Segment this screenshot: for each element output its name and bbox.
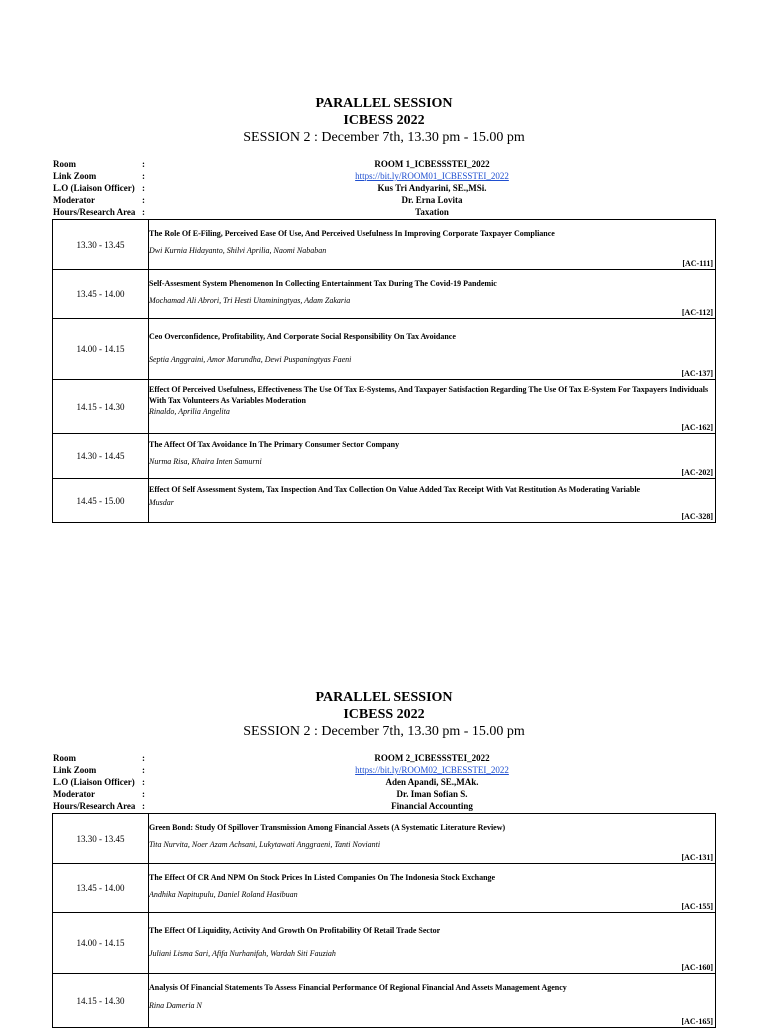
paper-authors: Andhika Napitupulu, Daniel Roland Hasibuan: [149, 890, 298, 899]
paper-cell: [149, 814, 716, 864]
info-colon: :: [142, 183, 145, 193]
paper-title: Effect Of Self Assessment System, Tax Inspection And Tax Collection On Value Added Tax Receipt With Vat Restitution As Moderating Variable: [149, 485, 641, 494]
schedule-table-1: [52, 219, 716, 523]
paper-code: [AC-328]: [681, 512, 713, 521]
info-colon: :: [142, 159, 145, 169]
paper-title: The Effect Of Liquidity, Activity And Growth On Profitability Of Retail Trade Sector: [149, 926, 441, 935]
paper-authors: Musdar: [149, 498, 174, 507]
paper-title: The Affect Of Tax Avoidance In The Primary Consumer Sector Company: [149, 440, 400, 449]
paper-code: [AC-160]: [681, 963, 713, 972]
info-label: L.O (Liaison Officer): [53, 777, 135, 787]
info-colon: :: [142, 171, 145, 181]
info-label: Hours/Research Area: [53, 207, 136, 217]
info-value: Taxation: [415, 207, 449, 217]
paper-title: Ceo Overconfidence, Profitability, And Corporate Social Responsibility On Tax Avoidance: [149, 332, 456, 341]
schedule-table-2: [52, 813, 716, 1028]
paper-title: Analysis Of Financial Statements To Assess Financial Performance Of Regional Financial And Assets Management Agency: [149, 983, 567, 992]
time-cell: 14.00 - 14.15: [53, 913, 149, 974]
time-cell: 13.30 - 13.45: [53, 814, 149, 864]
paper-code: [AC-137]: [681, 369, 713, 378]
table-row: [53, 270, 716, 319]
session-subtitle: SESSION 2 : December 7th, 13.30 pm - 15.00 pm: [243, 130, 525, 145]
info-value: Dr. Iman Sofian S.: [396, 789, 468, 799]
info-value: ROOM 2_ICBESSSTEI_2022: [374, 753, 490, 763]
session-title: PARALLEL SESSION: [315, 690, 453, 705]
paper-code: [AC-131]: [681, 853, 713, 862]
paper-authors: Nurma Risa, Khaira Inten Samurni: [149, 457, 262, 466]
time-cell: 14.00 - 14.15: [53, 319, 149, 380]
session-info: [0, 158, 768, 218]
info-row-room: [0, 752, 768, 764]
session-title: PARALLEL SESSION: [315, 96, 453, 111]
time-cell: 13.30 - 13.45: [53, 220, 149, 270]
paper-cell: [149, 380, 716, 434]
paper-cell: [149, 319, 716, 380]
session-header: [0, 96, 768, 146]
info-value: ROOM 1_ICBESSSTEI_2022: [374, 159, 490, 169]
zoom-link[interactable]: https://bit.ly/ROOM02_ICBESSTEI_2022: [355, 765, 509, 775]
info-label: Moderator: [53, 195, 95, 205]
table-row: [53, 479, 716, 523]
paper-authors: Rina Dameria N: [149, 1001, 202, 1010]
paper-code: [AC-162]: [681, 423, 713, 432]
info-value: Dr. Erna Lovita: [401, 195, 463, 205]
paper-title: Self-Assesment System Phenomenon In Collecting Entertainment Tax During The Covid-19 Pandemic: [149, 279, 497, 288]
info-label: Link Zoom: [53, 765, 97, 775]
info-value: Aden Apandi, SE.,MAk.: [385, 777, 479, 787]
info-label: Moderator: [53, 789, 95, 799]
paper-code: [AC-202]: [681, 468, 713, 477]
paper-code: [AC-165]: [681, 1017, 713, 1026]
time-cell: 13.45 - 14.00: [53, 270, 149, 319]
paper-cell: [149, 270, 716, 319]
table-row: [53, 434, 716, 479]
info-value: Financial Accounting: [391, 801, 473, 811]
zoom-link[interactable]: https://bit.ly/ROOM01_ICBESSTEI_2022: [355, 171, 509, 181]
session-subtitle: SESSION 2 : December 7th, 13.30 pm - 15.00 pm: [243, 724, 525, 739]
paper-authors: Septia Anggraini, Amor Marundha, Dewi Puspaningtyas Faeni: [149, 355, 352, 364]
info-label: Room: [53, 159, 76, 169]
info-label: Room: [53, 753, 76, 763]
info-row-area: [0, 800, 768, 812]
paper-cell: [149, 479, 716, 523]
paper-code: [AC-155]: [681, 902, 713, 911]
time-cell: 14.30 - 14.45: [53, 434, 149, 479]
session-block-2: [0, 690, 768, 812]
info-row-room: [0, 158, 768, 170]
time-cell: 14.15 - 14.30: [53, 974, 149, 1028]
paper-authors: Juliani Lisma Sari, Afifa Nurhanifah, Wardah Siti Fauziah: [149, 949, 336, 958]
info-row-link: [0, 170, 768, 182]
paper-authors: Dwi Kurnia Hidayanto, Shilvi Aprilia, Naomi Nababan: [149, 246, 327, 255]
table-row: [53, 319, 716, 380]
paper-title: Effect Of Perceived Usefulness, Effectiveness The Use Of Tax E-Systems, And Taxpayer Satisfaction Regarding The Use Of Tax E-System For Taxpayers Individuals With Tax Volunteers As Variables Moderation: [149, 385, 709, 405]
info-row-link: [0, 764, 768, 776]
paper-code: [AC-111]: [682, 259, 713, 268]
info-colon: :: [142, 777, 145, 787]
time-cell: 14.45 - 15.00: [53, 479, 149, 523]
info-colon: :: [142, 801, 145, 811]
info-row-lo: [0, 776, 768, 788]
paper-cell: [149, 913, 716, 974]
paper-title: The Role Of E-Filing, Perceived Ease Of Use, And Perceived Usefulness In Improving Corporate Taxpayer Compliance: [149, 229, 555, 238]
paper-authors: Rinaldo, Aprilia Angelita: [149, 407, 230, 416]
info-colon: :: [142, 789, 145, 799]
info-row-moderator: [0, 194, 768, 206]
info-label: L.O (Liaison Officer): [53, 183, 135, 193]
info-row-lo: [0, 182, 768, 194]
session-info: [0, 752, 768, 812]
info-colon: :: [142, 753, 145, 763]
paper-code: [AC-112]: [681, 308, 713, 317]
paper-authors: Tita Nurvita, Noer Azam Achsani, Lukytawati Anggraeni, Tanti Novianti: [149, 840, 381, 849]
paper-title: The Effect Of CR And NPM On Stock Prices In Listed Companies On The Indonesia Stock Exchange: [149, 873, 496, 882]
table-row: [53, 864, 716, 913]
info-colon: :: [142, 765, 145, 775]
event-name: ICBESS 2022: [343, 707, 425, 722]
event-name: ICBESS 2022: [343, 113, 425, 128]
table-row: [53, 974, 716, 1028]
info-label: Hours/Research Area: [53, 801, 136, 811]
time-cell: 14.15 - 14.30: [53, 380, 149, 434]
paper-title: Green Bond: Study Of Spillover Transmission Among Financial Assets (A Systematic Literature Review): [149, 823, 506, 832]
session-block-1: [0, 96, 768, 218]
paper-cell: [149, 434, 716, 479]
session-header: [0, 690, 768, 740]
table-row: [53, 814, 716, 864]
info-colon: :: [142, 207, 145, 217]
time-cell: 13.45 - 14.00: [53, 864, 149, 913]
paper-cell: [149, 864, 716, 913]
info-row-area: [0, 206, 768, 218]
info-label: Link Zoom: [53, 171, 97, 181]
paper-authors: Mochamad Ali Abrori, Tri Hesti Utaminingtyas, Adam Zakaria: [149, 296, 351, 305]
paper-cell: [149, 220, 716, 270]
table-row: [53, 380, 716, 434]
table-row: [53, 913, 716, 974]
info-value: Kus Tri Andyarini, SE.,MSi.: [377, 183, 487, 193]
info-colon: :: [142, 195, 145, 205]
table-row: [53, 220, 716, 270]
paper-cell: [149, 974, 716, 1028]
info-row-moderator: [0, 788, 768, 800]
